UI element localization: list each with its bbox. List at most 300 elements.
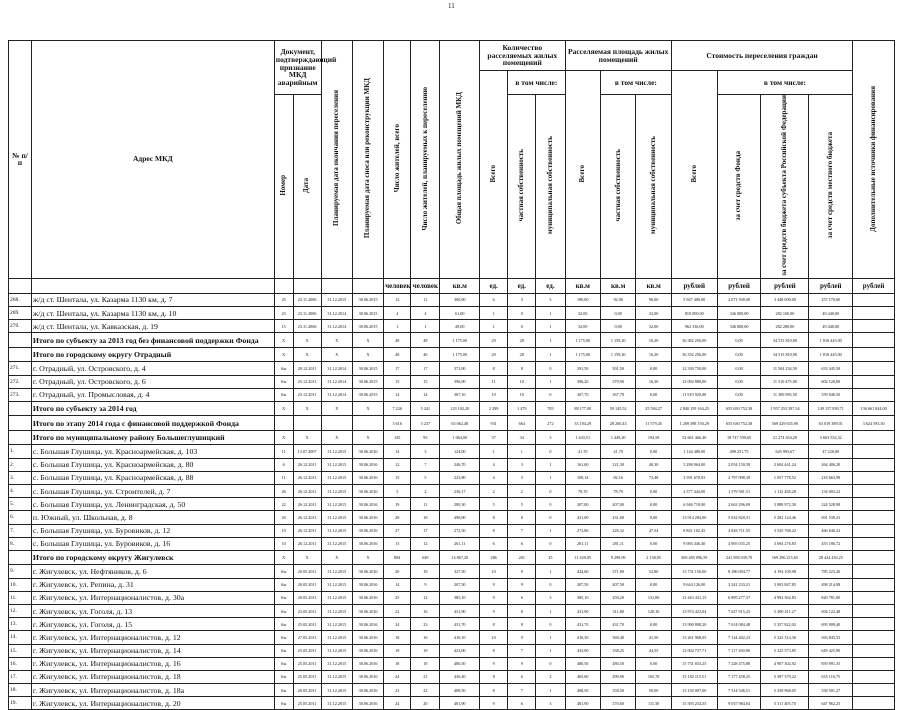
row-address: с. Большая Глушица, ул. Буровиков, д. 16 <box>31 537 274 550</box>
row-value: 0,00 <box>636 388 671 401</box>
row-value: 30.06.2016 <box>352 498 383 511</box>
row-value: 369 485 096,59 <box>671 550 717 565</box>
row-address: ж/д ст. Шентала, ул. Казарма 1130 км, д. 10 <box>31 306 274 319</box>
row-value <box>853 375 895 388</box>
row-value: 49 440,00 <box>809 306 853 319</box>
row-value: 63 019 389,01 <box>809 416 853 431</box>
row-value: 3 888 972,30 <box>761 498 809 511</box>
row-value: 48 <box>411 333 440 348</box>
row-address: г. Жигулевск, ул. Интернационалистов, д. 14 <box>31 644 274 657</box>
row-value: 490,00 <box>440 511 480 524</box>
row-value: 33 194,29 <box>565 416 600 431</box>
row-value: 31.12.2015 <box>321 657 352 670</box>
row-value: 12 <box>384 458 411 471</box>
row-value: 3 241 233,21 <box>717 578 761 591</box>
row-value: 4 194 109,98 <box>761 565 809 578</box>
row-value <box>853 333 895 348</box>
table-row <box>9 578 895 591</box>
row-value: 10 <box>508 388 536 401</box>
row-value: 0,00 <box>636 537 671 550</box>
row-value: 8 <box>508 362 536 375</box>
row-value: 31.12.2015 <box>321 537 352 550</box>
row-value: 26.12.2011 <box>293 471 321 484</box>
row-value: 385,10 <box>565 591 600 604</box>
row-number: 269. <box>9 306 32 319</box>
row-value: 6/н <box>274 697 293 710</box>
row-value: X <box>274 333 293 348</box>
row-value: 19 <box>411 644 440 657</box>
row-value: 30.06.2016 <box>352 697 383 710</box>
row-value <box>853 565 895 578</box>
unit-cell: рублей <box>717 278 761 293</box>
row-number: 17. <box>9 670 32 683</box>
row-value: 3 <box>508 458 536 471</box>
row-value <box>853 445 895 458</box>
row-value: 14 <box>384 445 411 458</box>
row-value: 810 000,00 <box>671 306 717 319</box>
row-value: 26.12.2011 <box>293 498 321 511</box>
row-value: 13 261 968,05 <box>671 631 717 644</box>
row-value: 88 177,00 <box>565 401 600 416</box>
row-value: 11 919 920,00 <box>671 388 717 401</box>
unit-cell: рублей <box>809 278 853 293</box>
row-value: 327,50 <box>440 565 480 578</box>
row-value: 367,10 <box>440 388 480 401</box>
row-value: 19 <box>411 565 440 578</box>
row-value: 169 296 215,65 <box>761 550 809 565</box>
row-value: 25.05.2011 <box>293 618 321 631</box>
row-value: 282 160,00 <box>761 306 809 319</box>
row-value: 1 <box>536 306 565 319</box>
row-value: 6 895 277,37 <box>717 591 761 604</box>
row-value: 165,70 <box>636 670 671 683</box>
row-value: 5 286 964,00 <box>671 458 717 471</box>
row-value <box>853 537 895 550</box>
row-value: 145 <box>384 430 411 445</box>
row-value: 9 037 984,04 <box>717 697 761 710</box>
col-area-incl: в том числе: <box>600 71 671 95</box>
row-value: 0,00 <box>636 484 671 497</box>
row-value: 3 903 847,85 <box>761 578 809 591</box>
row-number: 3. <box>9 471 32 484</box>
row-value: 31.12.2014 <box>321 362 352 375</box>
row-number: 8. <box>9 537 32 550</box>
row-address: Итого по городскому округу Отрадный <box>31 347 274 362</box>
row-value: 6/н <box>274 591 293 604</box>
row-value: 26.12.2011 <box>293 511 321 524</box>
row-value: 61,00 <box>440 306 480 319</box>
row-value: 19 <box>384 498 411 511</box>
row-value: 0 <box>536 511 565 524</box>
row-value: X <box>293 347 321 362</box>
row-value: 324 528,98 <box>809 498 853 511</box>
row-value: 29 <box>480 347 508 362</box>
col-doc-date: Дата <box>293 95 321 279</box>
row-value: 34 <box>508 430 536 445</box>
row-value: 3 <box>536 697 565 710</box>
row-value: 47,54 <box>636 524 671 537</box>
row-value <box>853 306 895 319</box>
row-value: 49,00 <box>440 320 480 333</box>
row-address: г. Жигулевск, ул. Гоголя, д. 13 <box>31 604 274 617</box>
unit-cell: рублей <box>761 278 809 293</box>
row-value: 26.12.2011 <box>293 484 321 497</box>
row-value: 4 826 711,55 <box>717 524 761 537</box>
table-row <box>9 375 895 388</box>
row-value <box>853 657 895 670</box>
row-value: 431,70 <box>600 618 635 631</box>
row-value: 8 <box>480 670 508 683</box>
row-value: 5 632 820,31 <box>717 511 761 524</box>
row-value: 691 539,23 <box>809 511 853 524</box>
row-value: 1 175,00 <box>565 347 600 362</box>
row-value: 6/н <box>274 565 293 578</box>
row-value: 11 429,05 <box>565 550 600 565</box>
row-value: 436,40 <box>440 670 480 683</box>
row-value: X <box>321 430 352 445</box>
row-number <box>9 430 32 445</box>
row-value: 1 479 <box>508 401 536 416</box>
row-value: 6/н <box>274 604 293 617</box>
row-value: 423,00 <box>440 644 480 657</box>
row-number <box>9 401 32 416</box>
row-value: 367,70 <box>565 388 600 401</box>
row-value: 1 443,51 <box>565 430 600 445</box>
row-value: 30.06.2016 <box>352 537 383 550</box>
row-value: 884 <box>384 550 411 565</box>
row-value: 8 <box>508 511 536 524</box>
row-value: 180,00 <box>565 293 600 306</box>
row-value: 15 <box>384 471 411 484</box>
row-value: 0,00 <box>636 578 671 591</box>
row-value: 6 <box>508 591 536 604</box>
row-value: 13 <box>384 537 411 550</box>
col-num: № п/п <box>9 41 32 279</box>
row-value: 22 <box>274 498 293 511</box>
row-number: 9. <box>9 565 32 578</box>
row-address: г. Жигулевск, ул. Нефтяников, д. 6 <box>31 565 274 578</box>
row-value: 28 <box>508 347 536 362</box>
row-value: 1 159,20 <box>600 347 635 362</box>
row-value: 25.05.2011 <box>293 644 321 657</box>
row-value: 25.05.2011 <box>293 670 321 683</box>
row-value: 15 593 254,55 <box>671 697 717 710</box>
row-value: 9 290,09 <box>600 550 635 565</box>
row-value <box>853 524 895 537</box>
row-value: 1 <box>480 445 508 458</box>
row-value: 30.06.2016 <box>352 631 383 644</box>
row-value: 78,70 <box>600 484 635 497</box>
row-value: 466 646,22 <box>809 524 853 537</box>
row-value: X <box>274 430 293 445</box>
row-value: 31.12.2014 <box>321 388 352 401</box>
row-value: 1 379 581,51 <box>717 484 761 497</box>
row-value: 20 <box>411 697 440 710</box>
row-value: 431,90 <box>440 604 480 617</box>
row-value: 49 440,00 <box>809 320 853 333</box>
row-value: 559 946,50 <box>809 388 853 401</box>
unit-cell: кв.м <box>440 278 480 293</box>
row-value: 26.12.2011 <box>293 537 321 550</box>
row-number: 2. <box>9 458 32 471</box>
row-value: 385,10 <box>440 591 480 604</box>
table-row <box>9 631 895 644</box>
row-value: 261,11 <box>440 537 480 550</box>
row-value: 92,00 <box>600 293 635 306</box>
row-address: ж/д ст. Шентала, ул. Казарма 1130 км, д. 7 <box>31 293 274 306</box>
col-residents: Число жителей, всего <box>384 41 411 279</box>
table-row <box>9 458 895 471</box>
row-value: X <box>352 401 383 416</box>
row-value: 2 797 098,39 <box>717 471 761 484</box>
row-value: 134 003,22 <box>809 484 853 497</box>
row-value: 281,11 <box>600 537 635 550</box>
row-value: 7 <box>411 458 440 471</box>
row-value <box>853 684 895 697</box>
row-value: 6 <box>480 537 508 550</box>
row-value: 26.12.2011 <box>293 524 321 537</box>
row-value: 5 <box>480 498 508 511</box>
row-value: 31.12.2015 <box>321 511 352 524</box>
row-value: 962 336,00 <box>671 320 717 333</box>
row-value: X <box>274 550 293 565</box>
row-value: 1 <box>411 320 440 333</box>
row-value: 8 <box>480 511 508 524</box>
row-number: 18. <box>9 684 32 697</box>
col-count-incl: в том числе: <box>508 71 565 95</box>
row-value: 11 <box>274 445 293 458</box>
row-value: 367,70 <box>600 388 635 401</box>
row-value: 1 057 778,52 <box>761 471 809 484</box>
row-value: 346 000,00 <box>717 306 761 319</box>
row-number: 268. <box>9 293 32 306</box>
col-extra: Дополнительные источники финансирования <box>853 41 895 279</box>
col-cost-subject: за счет средств бюджета субъекта Российской Федерации <box>761 95 809 279</box>
row-value <box>853 388 895 401</box>
row-value <box>321 416 352 431</box>
row-value: 8 <box>480 618 508 631</box>
row-number: 11. <box>9 591 32 604</box>
row-value: 30.06.2016 <box>352 524 383 537</box>
row-value: 5 323 314,36 <box>761 631 809 644</box>
row-value: 286 <box>480 550 508 565</box>
row-value: 655 630 752,38 <box>717 416 761 431</box>
row-value: 1 <box>536 347 565 362</box>
row-value: 23.05.2011 <box>293 604 321 617</box>
row-value <box>352 416 383 431</box>
unit-cell: человек <box>411 278 440 293</box>
row-address: с. Большая Глушица, ул. Буровиков, д. 12 <box>31 524 274 537</box>
table-row <box>9 511 895 524</box>
row-value <box>853 347 895 362</box>
row-value: 5 241 <box>411 401 440 416</box>
row-value: 410,10 <box>440 631 480 644</box>
row-value: 29 <box>480 333 508 348</box>
row-value: 30.06.2016 <box>352 591 383 604</box>
row-value: 1 269 398 150,29 <box>671 416 717 431</box>
row-value <box>853 550 895 565</box>
row-value: 931 <box>480 416 508 431</box>
row-value: 1 <box>536 333 565 348</box>
row-value: 47 220,00 <box>809 445 853 458</box>
row-value: 14 <box>384 578 411 591</box>
row-value: 78,70 <box>565 484 600 497</box>
row-value: 346 000,00 <box>717 320 761 333</box>
row-value: 2 577 444,00 <box>671 484 717 497</box>
row-value: 30.06.2016 <box>352 604 383 617</box>
row-value: 5 357 822,02 <box>761 618 809 631</box>
table-body <box>9 293 895 710</box>
row-value: 20 <box>274 511 293 524</box>
row-value: 14 <box>411 388 440 401</box>
row-value: 2 138,95 <box>636 550 671 565</box>
row-value: 236,17 <box>440 484 480 497</box>
row-value: 7 124 402,23 <box>717 631 761 644</box>
row-value <box>853 293 895 306</box>
row-value: 14 867,20 <box>440 550 480 565</box>
row-value: 1 <box>480 320 508 333</box>
row-value: 498 251,75 <box>717 445 761 458</box>
row-value: 31.12.2015 <box>321 578 352 591</box>
col-address: Адрес МКД <box>31 41 274 279</box>
row-value: 264 406,20 <box>809 458 853 471</box>
row-value: 633 445,50 <box>809 362 853 375</box>
row-value: 1 064,00 <box>440 430 480 445</box>
row-value: 25.05.2011 <box>293 657 321 670</box>
table-row <box>9 591 895 604</box>
row-value: 31.12.2015 <box>321 498 352 511</box>
row-value: 16 <box>411 631 440 644</box>
row-value: 1 175,00 <box>440 347 480 362</box>
row-address: г. Жигулевск, ул. Интернационалистов, д. 16 <box>31 657 274 670</box>
col-cost-fund: за счет средств Фонда <box>717 95 761 279</box>
row-value: 30.06.2015 <box>352 388 383 401</box>
table-row <box>9 618 895 631</box>
row-value: 31.12.2014 <box>321 306 352 319</box>
row-value: 2 <box>508 484 536 497</box>
row-value: 311,80 <box>600 604 635 617</box>
row-value: 272 <box>536 416 565 431</box>
row-value: 1 175,00 <box>565 333 600 348</box>
row-value: 480,50 <box>440 657 480 670</box>
row-value: 0 <box>536 484 565 497</box>
row-value: 8 <box>508 604 536 617</box>
row-value: 9 <box>508 578 536 591</box>
row-value <box>853 320 895 333</box>
row-value: 7 <box>508 684 536 697</box>
row-value: 1 816 445,00 <box>809 333 853 348</box>
row-number: 272. <box>9 375 32 388</box>
row-value: 34 515 810,00 <box>761 347 809 362</box>
row-value: 10 <box>508 375 536 388</box>
row-value: 0,00 <box>717 333 761 348</box>
unit-cell: человек <box>384 278 411 293</box>
row-value: 2 <box>536 670 565 683</box>
row-value: 11 579,45 <box>636 416 671 431</box>
table-row <box>9 498 895 511</box>
row-value: 433,00 <box>565 644 600 657</box>
row-value <box>853 618 895 631</box>
col-area-private: частная собственность <box>600 95 635 279</box>
row-value: 40,30 <box>636 458 671 471</box>
row-value: 408,50 <box>565 684 600 697</box>
row-address: г. Жигулевск, ул. Интернационалистов, д. 30а <box>31 591 274 604</box>
row-value: 23.12.2011 <box>293 388 321 401</box>
row-value: 2 054 150,39 <box>717 458 761 471</box>
unit-cell: ед. <box>508 278 536 293</box>
row-value: 8 <box>480 644 508 657</box>
row-value: 30.06.2016 <box>352 471 383 484</box>
table-row <box>9 484 895 497</box>
row-value: 9 644 126,00 <box>671 578 717 591</box>
row-value: 201 <box>508 550 536 565</box>
row-value: 30.06.2015 <box>352 320 383 333</box>
row-value: 4 905 035,25 <box>717 537 761 550</box>
row-value: 5 490 411,27 <box>761 604 809 617</box>
row-value: 558 501,27 <box>809 684 853 697</box>
row-value: 13 974 423,04 <box>671 604 717 617</box>
row-value: 300,00 <box>440 293 480 306</box>
row-value: 9 <box>480 697 508 710</box>
row-value: 2 <box>480 484 508 497</box>
row-value: 1 <box>536 458 565 471</box>
row-value: 20.05.2011 <box>293 578 321 591</box>
row-value: 1 <box>536 375 565 388</box>
row-value: 30.06.2016 <box>352 670 383 683</box>
row-value: X <box>274 347 293 362</box>
resettlement-table <box>8 40 895 710</box>
row-value: 25 <box>384 591 411 604</box>
row-value: 18 <box>384 657 411 670</box>
row-value: 30.06.2016 <box>352 458 383 471</box>
table-row <box>9 697 895 710</box>
row-address: г. Жигулевск, ул. Интернационалистов, д. 18 <box>31 670 274 683</box>
row-value: 3 <box>536 293 565 306</box>
row-value: 9 <box>411 578 440 591</box>
row-value: 859 991,35 <box>809 657 853 670</box>
row-value: 6/н <box>274 631 293 644</box>
table-row <box>9 388 895 401</box>
row-value: 31.12.2015 <box>321 618 352 631</box>
row-value: 1 <box>508 445 536 458</box>
row-value: 289,30 <box>440 498 480 511</box>
row-value: 24 <box>384 697 411 710</box>
row-value: 109,14 <box>565 471 600 484</box>
row-value: 95 <box>411 430 440 445</box>
row-value: 15 731 833,25 <box>671 657 717 670</box>
row-value: 13 182 115,51 <box>671 670 717 683</box>
row-value: 3 448 000,00 <box>761 293 809 306</box>
row-value: 9 <box>480 578 508 591</box>
unit-cell: кв.м <box>565 278 600 293</box>
row-value: 16,20 <box>636 347 671 362</box>
row-value: 655 650 752,38 <box>717 401 761 416</box>
col-cost-incl: в том числе: <box>717 71 852 95</box>
row-value: 59 145,52 <box>600 401 635 416</box>
unit-cell: рублей <box>671 278 717 293</box>
row-value: 0,00 <box>600 306 635 319</box>
row-value: 31.12.2015 <box>321 604 352 617</box>
row-value: 26.12.2011 <box>293 458 321 471</box>
row-value <box>853 604 895 617</box>
row-value: 2 299 <box>480 401 508 416</box>
row-value: 396,00 <box>440 375 480 388</box>
row-value <box>853 362 895 375</box>
row-value: 3 545 768,22 <box>761 524 809 537</box>
row-value: 28 200,43 <box>600 416 635 431</box>
row-value: 45 <box>536 550 565 565</box>
row-value: 13 731 156,00 <box>671 565 717 578</box>
